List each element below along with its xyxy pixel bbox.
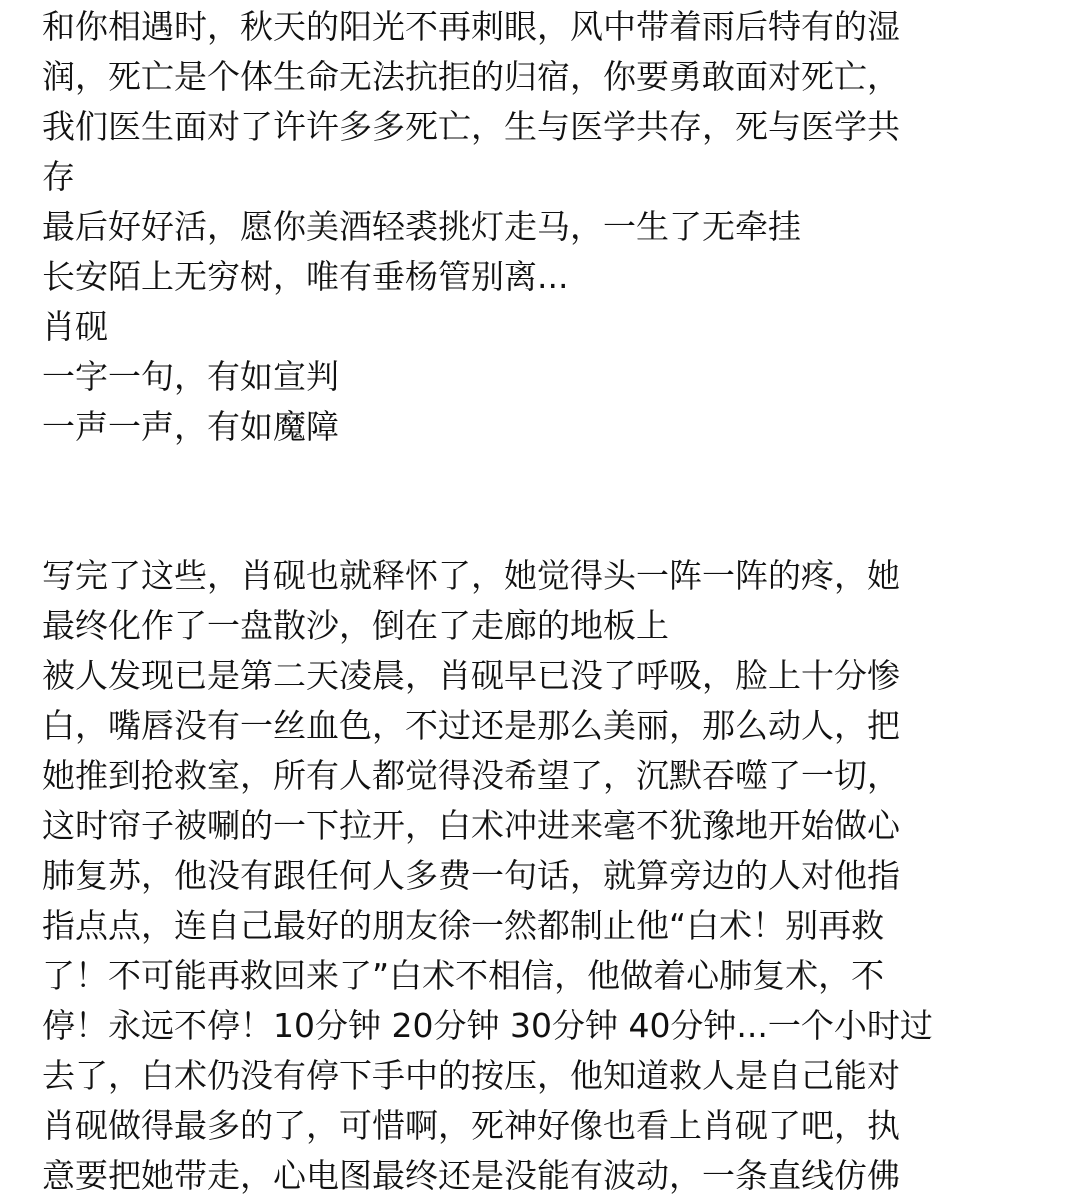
text-line: 我们医生面对了许许多多死亡，生与医学共存，死与医学共 bbox=[42, 107, 900, 146]
text-line: 和你相遇时，秋天的阳光不再刺眼，风中带着雨后特有的湿 bbox=[42, 7, 900, 46]
text-line: 指点点，连自己最好的朋友徐一然都制止他“白术！别再救 bbox=[42, 906, 885, 945]
text-line: 最后好好活，愿你美酒轻裘挑灯走马，一生了无牵挂 bbox=[42, 207, 801, 246]
text-line: 肖砚做得最多的了，可惜啊，死神好像也看上肖砚了吧，执 bbox=[42, 1106, 900, 1145]
text-line: 这时帘子被唰的一下拉开，白术冲进来毫不犹豫地开始做心 bbox=[42, 806, 900, 845]
text-line: 肺复苏，他没有跟任何人多费一句话，就算旁边的人对他指 bbox=[42, 856, 900, 895]
text-line: 长安陌上无穷树，唯有垂杨管别离... bbox=[42, 257, 569, 296]
text-line: 存 bbox=[42, 157, 75, 196]
text-line: 意要把她带走，心电图最终还是没能有波动，一条直线仿佛 bbox=[42, 1156, 900, 1194]
text-line: 了！不可能再救回来了”白术不相信，他做着心肺复术，不 bbox=[42, 956, 885, 995]
text-line: 停！永远不停！10分钟 20分钟 30分钟 40分钟...一个小时过 bbox=[42, 1006, 933, 1045]
text-line: 被人发现已是第二天凌晨，肖砚早已没了呼吸，脸上十分惨 bbox=[42, 656, 900, 695]
author-name: 肖砚 bbox=[42, 307, 108, 346]
text-line: 白，嘴唇没有一丝血色，不过还是那么美丽，那么动人，把 bbox=[42, 706, 900, 745]
text-line: 润，死亡是个体生命无法抗拒的归宿，你要勇敢面对死亡， bbox=[42, 57, 900, 96]
text-line: 一声一声，有如魔障 bbox=[42, 407, 339, 446]
text-line: 写完了这些，肖砚也就释怀了，她觉得头一阵一阵的疼，她 bbox=[42, 556, 900, 595]
text-line: 去了，白术仍没有停下手中的按压，他知道救人是自己能对 bbox=[42, 1056, 900, 1095]
text-line: 她推到抢救室，所有人都觉得没希望了，沉默吞噬了一切， bbox=[42, 756, 900, 795]
text-line: 一字一句，有如宣判 bbox=[42, 357, 339, 396]
text-line: 最终化作了一盘散沙，倒在了走廊的地板上 bbox=[42, 606, 669, 645]
